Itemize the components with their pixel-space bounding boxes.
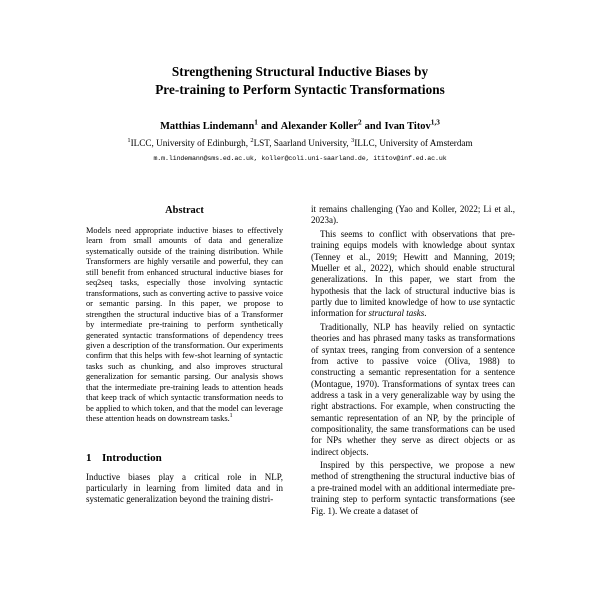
introduction-number: 1 — [86, 451, 92, 464]
body-columns — [0, 204, 600, 600]
author-emails: m.m.lindemann@sms.ed.ac.uk, koller@coli.uni-saarland.de, ititov@inf.ed.ac.uk — [153, 155, 447, 162]
paragraph-continuation: it remains challenging (Yao and Koller, 2022; Li et al., 2023a). — [311, 204, 515, 226]
paragraph-2-part-1: This seems to conflict with observations that pre-training equips models with knowledge about syntax (Tenney et al., 2019; Hewitt and Manning, 2019; Mueller et al., 2022), which should enable structural generalizations. In this paper, we start from the hypothesis that the lack of structural inductive bias is partly due to limited knowledge of how to — [311, 228, 515, 307]
affiliation-1-text: ILCC, University of Edinburgh, — [130, 138, 249, 148]
affiliation-3-marker: 3 — [351, 136, 355, 144]
paragraph-proposed-method: Inspired by this perspective, we propose a new method of strengthening the structural inductive bias of a pre-trained model with an additional intermediate pre-training step to perform syntactic transformations (see Fig. 1). We create a dataset of — [311, 460, 515, 516]
author-3-name: Ivan Titov — [384, 121, 431, 132]
paragraph-2-part-3: . — [424, 308, 427, 319]
author-3 — [384, 118, 440, 132]
paragraph-2-part-2: syntactic information for — [311, 296, 515, 319]
affiliation-list — [0, 137, 600, 150]
author-2 — [280, 118, 362, 132]
paragraph-pretraining-syntax — [311, 229, 515, 320]
author-separator-1: and — [260, 121, 278, 132]
title-line-2: Pre-training to Perform Syntactic Transformations — [155, 81, 445, 97]
column-left — [86, 204, 283, 600]
affiliation-1-marker: 1 — [127, 136, 131, 144]
author-1-affil-marker: 1 — [254, 118, 258, 127]
author-2-affil-marker: 2 — [357, 118, 362, 127]
paragraph-2-emphasis-structural-tasks: structural tasks — [368, 308, 425, 319]
introduction-paragraph: Inductive biases play a critical role in NLP, particularly in learning from limited data and in systematic generalization beyond the training distri- — [86, 471, 283, 505]
abstract-text: Models need appropriate inductive biases to effectively learn from small amounts of data and generalize systematically outside of the training distribution. While Transformers are highly versatile and powerful, they can still benefit from enhanced structural inductive biases for seq2seq tasks, especially those involving syntactic transformations, such as converting active to passive voice or semantic parsing. In this paper, we propose to strengthen the structural inductive bias of a Transformer by intermediate pre-training to perform synthetically generated syntactic transformations of dependency trees given a description of the transformation. Our experiments confirm that this helps with few-shot learning of syntactic tasks such as chunking, and also improves structural generalization for semantic parsing. Our analysis shows that the intermediate pre-training leads to attention heads that keep track of which syntactic transformation needs to be applied to which token, and that the model can leverage these attention heads on downstream tasks. — [86, 226, 283, 424]
abstract-paragraph — [86, 226, 283, 425]
affiliation-2-text: LST, Saarland University, — [253, 138, 349, 148]
paragraph-traditional-nlp: Traditionally, NLP has heavily relied on syntactic theories and has phrased many tasks as transformations of syntax trees, ranging from conversion of a sentence from active to passive voice (Oliva, 1988) to constructing a semantic representation for a sentence (Montague, 1970). Transformations of syntax trees can address a task in a very generalizable way by using the right abstractions. For example, when constructing the semantic representation of an NP, by the principle of compositionality, the same transformations can be used for NPs whether they serve as direct objects or as indirect objects. — [311, 321, 515, 457]
paper-header — [0, 0, 600, 164]
abstract-footnote-marker: 1 — [229, 413, 233, 420]
author-separator-2: and — [364, 121, 382, 132]
paragraph-2-emphasis-use: use — [468, 296, 481, 307]
abstract-body — [86, 226, 283, 425]
author-list — [0, 120, 600, 134]
author-1 — [160, 118, 258, 132]
author-3-affil-marker: 1,3 — [430, 118, 440, 127]
introduction-title: Introduction — [102, 451, 162, 464]
author-1-name: Matthias Lindemann — [160, 121, 255, 132]
column-right — [311, 204, 515, 600]
title-line-1: Strengthening Structural Inductive Biases by — [171, 64, 429, 79]
section-spacer — [86, 425, 283, 451]
affiliation-3-text: ILLC, University of Amsterdam — [354, 138, 473, 148]
affiliation-2-marker: 2 — [250, 136, 254, 144]
abstract-heading: Abstract — [165, 205, 204, 216]
author-2-name: Alexander Koller — [280, 121, 358, 132]
page-title — [85, 63, 515, 98]
introduction-heading — [86, 451, 283, 465]
